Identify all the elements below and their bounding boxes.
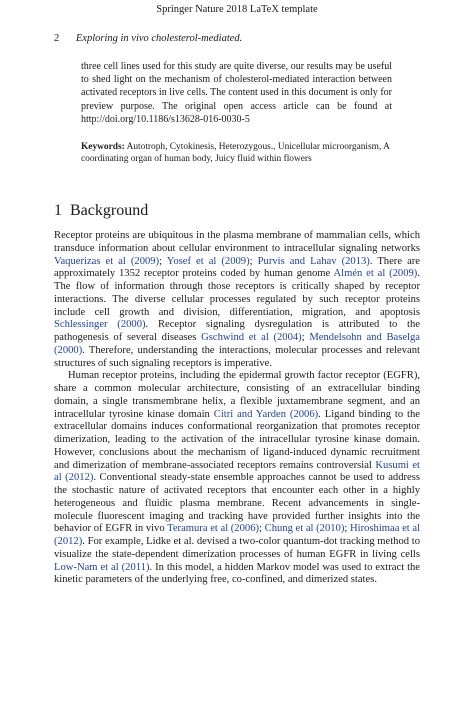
citation-link[interactable]: Chung et al (2010) — [264, 523, 345, 535]
citation-link[interactable]: Hiroshimaa et al (2012) — [54, 523, 421, 547]
text-run: . Therefore, understanding the interactions, molecular processes and relevant structures of such signaling receptors is imperative. — [54, 344, 420, 369]
paragraph — [54, 370, 420, 587]
text-run: Receptor proteins are ubiquitous in the plasma membrane of mammalian cells, which transduce information about cellular environment to intracellular signaling networks — [54, 230, 420, 254]
text-run: . The flow of information through those receptors is critically shaped by receptor interactions. The diverse cellular processes regulated by such receptor proteins include cell growth and division, differentiation, migration, and apoptosis — [54, 268, 420, 318]
text-run: . For example, Lidke et al. devised a two-color quantum-dot tracking method to visualize the state-dependent dimerization processes of human EGFR in living cells — [54, 536, 420, 560]
text-run: Human receptor proteins, including the epidermal growth factor receptor (EGFR), share a common molecular architecture, consisting of an extracellular binding domain, a single transmembrane helix, a flexible juxtamembrane segment, and an intracellular tyrosine kinase domain — [54, 370, 420, 420]
keywords-label: Keywords: — [81, 142, 125, 152]
running-head: Springer Nature 2018 LaTeX template — [156, 4, 318, 15]
citation-link[interactable]: Yosef et al (2009) — [166, 255, 250, 267]
page-header-line — [54, 33, 242, 44]
section-heading — [54, 202, 148, 220]
citation-link[interactable]: Teramura et al (2006) — [167, 523, 260, 535]
text-run: ; — [159, 255, 167, 267]
citation-link[interactable]: Low-Nam et al (2011) — [54, 561, 150, 573]
citation-link[interactable]: Almén et al (2009) — [333, 268, 418, 280]
citation-link[interactable]: Schlessinger (2000) — [54, 319, 146, 331]
citation-link[interactable]: Purvis and Lahav (2013) — [257, 255, 370, 267]
citation-link[interactable]: Vaquerizas et al (2009) — [54, 255, 160, 267]
page-number: 2 — [54, 33, 60, 44]
text-run: ; — [249, 255, 258, 267]
section-title: Background — [70, 202, 149, 219]
citation-link[interactable]: Mendelsohn and Baselga (2000) — [54, 332, 420, 356]
text-run: ; — [344, 523, 350, 535]
short-title: Exploring in vivo cholesterol-mediated. — [75, 33, 243, 44]
paragraph — [54, 230, 420, 370]
text-run: . In this model, a hidden Markov model was used to extract the kinetic parameters of the underlying free, co-confined, and dimerized states. — [54, 561, 421, 586]
section-body — [54, 230, 420, 587]
abstract — [81, 60, 392, 126]
text-run: ; — [301, 332, 310, 343]
citation-link[interactable]: Kusumi et al (2012) — [54, 459, 420, 484]
abstract-text: three cell lines used for this study are quite diverse, our results may be useful to shed light on the mechanism of cholesterol-mediated interaction between activated receptors in live cells. The content used in this document is only for preview purpose. The original open access article can be found at http://doi.org/10.1186/s13628-016-0030-5 — [81, 61, 392, 125]
section-number: 1 — [54, 202, 62, 219]
citation-link[interactable]: Gschwind et al (2004) — [201, 332, 302, 343]
text-run: . There are approximately 1352 receptor proteins coded by human genome — [54, 255, 421, 280]
citation-link[interactable]: Citri and Yarden (2006) — [213, 408, 319, 420]
text-run: . Conventional steady-state ensemble approaches cannot be used to address the stochastic nature of activated receptors that encounter each other in a highly heterogeneous and fluidic plasma membrane. Recent advancements in single-molecule fluorescent imaging and tracking have provided further insights into the behavior of EGFR in vivo — [54, 472, 421, 535]
keywords-text: Autotroph, Cytokinesis, Heterozygous., Unicellular microorganism, A coordinating organ of human body, Juicy fluid within flowers — [81, 142, 390, 164]
text-run: . Ligand binding to the extracellular domains induces conformational reorganization that promotes receptor dimerization, leading to the activation of the intracellular tyrosine kinase domain. However, conclusions about the mechanism of ligand-induced dynamic recruitment and dimerization of membrane-associated receptors remains controversial — [54, 408, 420, 471]
keywords — [81, 141, 401, 165]
text-run: ; — [259, 523, 265, 535]
text-run: . Receptor signaling dysregulation is attributed to the pathogenesis of several diseases — [54, 319, 420, 343]
